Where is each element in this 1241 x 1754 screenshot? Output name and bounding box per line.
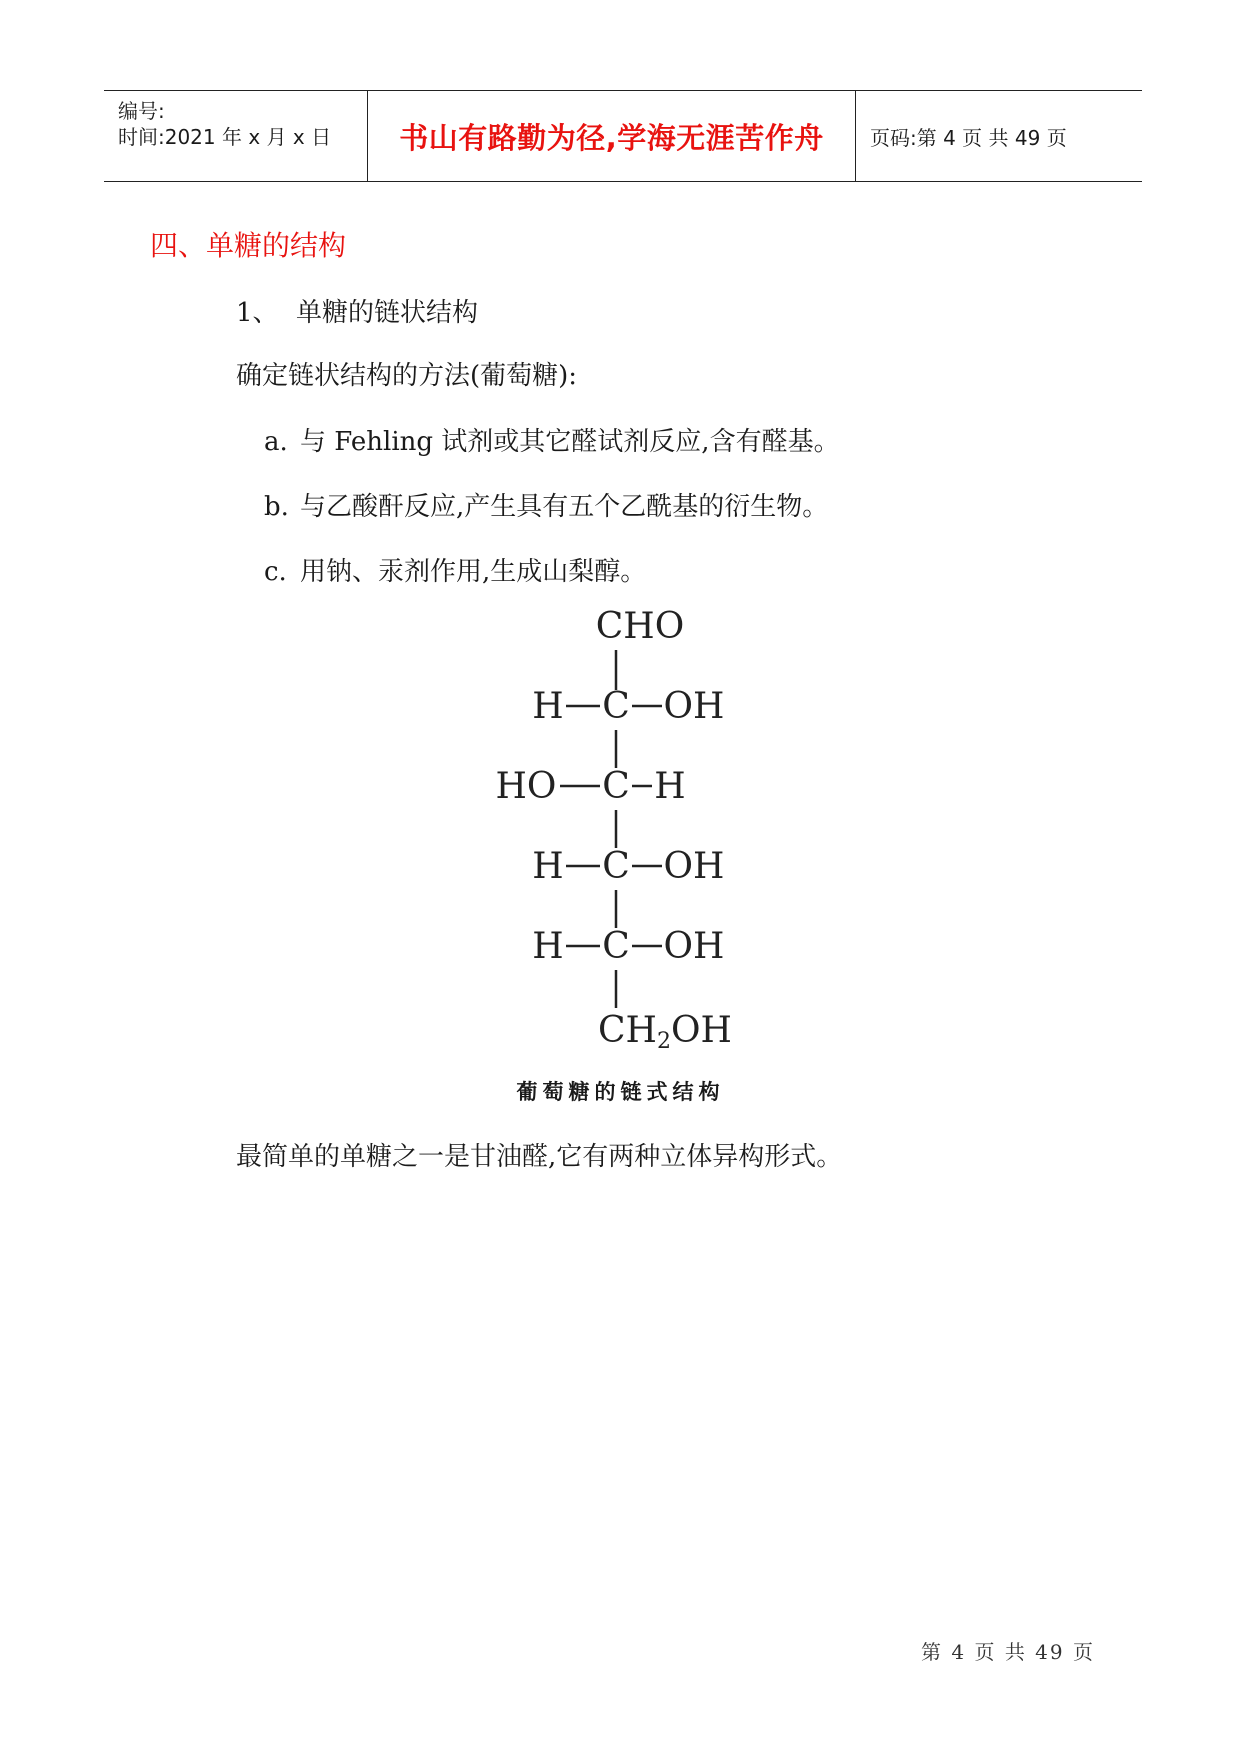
list-item bbox=[264, 551, 646, 588]
header-motto-cell bbox=[368, 91, 856, 181]
sub-heading-text: 单糖的链状结构 bbox=[296, 298, 479, 328]
document-header bbox=[104, 90, 1142, 182]
list-text: 用钠、汞剂作用,生成山梨醇。 bbox=[300, 557, 647, 587]
formula-left-group: HO bbox=[495, 766, 557, 807]
list-marker: b. bbox=[264, 492, 289, 522]
list-item bbox=[264, 486, 828, 523]
list-marker: c. bbox=[264, 557, 287, 587]
method-intro: 确定链状结构的方法(葡萄糖): bbox=[236, 361, 578, 391]
formula-left-group: H bbox=[532, 926, 564, 967]
sub-heading-number: 1、 bbox=[236, 298, 279, 328]
document-number-label: 编号: bbox=[118, 99, 165, 123]
section-title: 四、单糖的结构 bbox=[150, 229, 347, 262]
formula-carbon: C bbox=[602, 686, 630, 727]
formula-bottom-group: CH2OH bbox=[598, 1010, 732, 1054]
fischer-projection bbox=[490, 596, 750, 1056]
header-page-code: 页码:第 4 页 共 49 页 bbox=[870, 125, 1067, 150]
page-footer: 第 4 页 共 49 页 bbox=[921, 1640, 1095, 1664]
formula-right-group: H bbox=[654, 766, 686, 807]
formula-right-group: OH bbox=[663, 686, 725, 727]
glucose-structure-figure bbox=[490, 596, 750, 1056]
header-motto: 书山有路勤为径,学海无涯苦作舟 bbox=[399, 120, 824, 155]
formula-top-group: CHO bbox=[595, 606, 685, 647]
formula-left-group: H bbox=[532, 846, 564, 887]
document-time-label: 时间:2021 年 x 月 x 日 bbox=[118, 125, 332, 149]
list-text: 与乙酸酐反应,产生具有五个乙酰基的衍生物。 bbox=[300, 492, 829, 522]
header-page-cell bbox=[856, 91, 1142, 181]
sub-heading bbox=[236, 292, 478, 329]
figure-caption: 葡萄糖的链式结构 bbox=[516, 1080, 725, 1104]
formula-carbon: C bbox=[602, 846, 630, 887]
formula-carbon: C bbox=[602, 766, 630, 807]
formula-right-group: OH bbox=[663, 846, 725, 887]
list-item bbox=[264, 421, 840, 458]
list-marker: a. bbox=[264, 427, 288, 457]
closing-paragraph: 最简单的单糖之一是甘油醛,它有两种立体异构形式。 bbox=[236, 1142, 843, 1172]
header-meta-cell bbox=[104, 91, 368, 181]
list-text: 与 Fehling 试剂或其它醛试剂反应,含有醛基。 bbox=[300, 427, 840, 457]
formula-left-group: H bbox=[532, 686, 564, 727]
formula-carbon: C bbox=[602, 926, 630, 967]
formula-right-group: OH bbox=[663, 926, 725, 967]
